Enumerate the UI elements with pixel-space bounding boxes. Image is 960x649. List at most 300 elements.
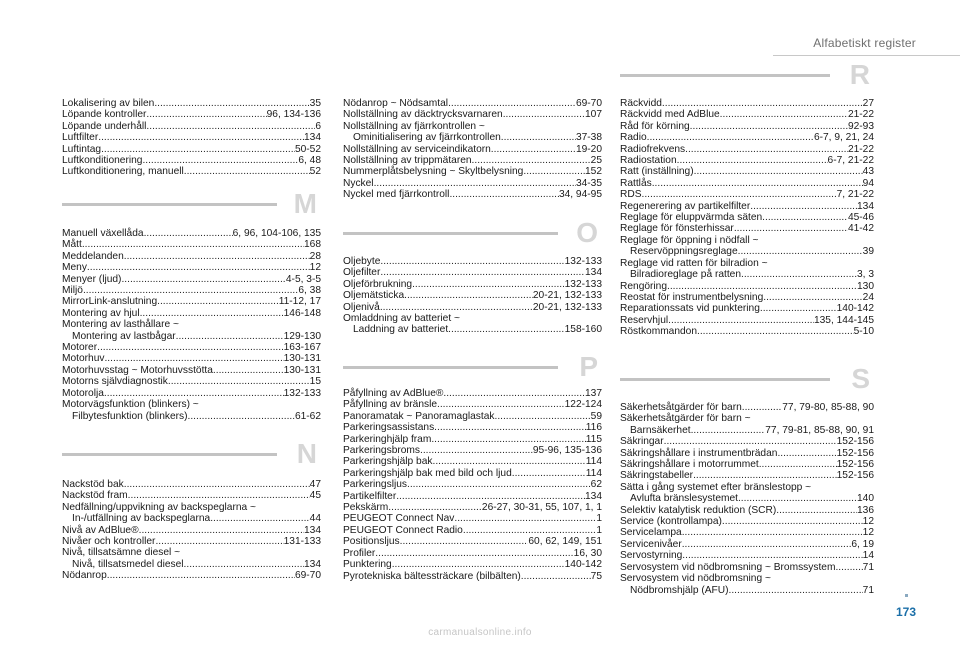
- index-entry: [343, 411, 602, 422]
- index-entry: [620, 527, 874, 538]
- index-entry: [620, 436, 874, 447]
- index-entry: [343, 422, 602, 433]
- index-entry: [62, 513, 321, 524]
- dot-leader: [412, 279, 565, 290]
- index-entry-pages: 134: [304, 132, 321, 144]
- index-entry-pages: 41-42: [847, 223, 874, 235]
- index-entry-pages: 168: [304, 239, 321, 251]
- index-entry-pages: 134: [857, 200, 874, 212]
- dot-leader: [124, 479, 310, 490]
- section-letter-p: P: [579, 351, 598, 382]
- index-entry-term: Motorer: [62, 342, 98, 354]
- dot-leader: [374, 178, 576, 189]
- section-o-entries: [343, 256, 602, 336]
- index-entry: [343, 559, 602, 570]
- index-entry-pages: 114: [585, 456, 602, 468]
- index-entry: [62, 570, 321, 581]
- index-entry-pages: 6, 96, 104-106, 135: [232, 228, 321, 239]
- dot-leader: [146, 109, 266, 120]
- index-entry-heading: Motorvägsfunktion (blinkers) ~: [62, 399, 199, 411]
- dot-leader: [691, 425, 766, 436]
- dot-leader: [652, 178, 863, 189]
- index-entry-term: Reservhjul: [620, 314, 669, 326]
- dot-leader: [213, 365, 284, 376]
- index-entry: [62, 262, 321, 273]
- dot-leader: [144, 228, 233, 239]
- index-entry-term: Räckvidd med AdBlue: [620, 109, 720, 121]
- index-entry-term: Regenerering av partikelfilter: [620, 200, 751, 212]
- index-entry: [62, 296, 321, 307]
- index-entry: [62, 285, 321, 296]
- index-entry-pages: 21-22: [847, 143, 874, 155]
- dot-leader: [722, 516, 863, 527]
- index-entry-pages: 24: [862, 291, 874, 303]
- index-entry-term: Nollställning av trippmätaren: [343, 155, 472, 167]
- index-entry: [620, 212, 874, 223]
- dot-leader: [210, 513, 309, 524]
- index-entry: [620, 326, 874, 337]
- dot-leader: [388, 502, 482, 513]
- dot-leader: [121, 274, 285, 285]
- dot-leader: [400, 536, 529, 547]
- index-entry: [620, 189, 874, 200]
- index-entry-term: Motorhuv: [62, 353, 105, 365]
- index-entry-pages: 152-156: [836, 470, 874, 482]
- index-entry-pages: 129-130: [283, 330, 321, 342]
- index-entry-term: Nödanrop: [62, 570, 107, 582]
- index-entry-heading: Nivå, tillsatsämne diesel ~: [62, 547, 181, 559]
- dot-leader: [685, 144, 848, 155]
- index-entry: [620, 269, 874, 280]
- index-entry: [62, 109, 321, 120]
- section-r: [620, 60, 874, 338]
- index-entry: [62, 155, 321, 166]
- index-entry-term: Säkringar: [620, 436, 664, 448]
- section-letter-m: M: [293, 188, 317, 219]
- index-entry: [343, 536, 602, 547]
- index-entry-term: Mått: [62, 239, 82, 251]
- index-entry-term: Menyer (ljud): [62, 273, 122, 285]
- section-m-entries: [62, 228, 321, 422]
- index-entry-pages: 39: [862, 246, 874, 258]
- dot-leader: [380, 256, 564, 267]
- index-entry-term: Manuell växellåda: [62, 228, 144, 239]
- index-entry: [343, 513, 602, 524]
- index-entry: [343, 267, 602, 278]
- index-entry: [343, 256, 602, 267]
- dot-leader: [734, 223, 848, 234]
- index-entry-pages: 130-131: [283, 353, 321, 365]
- index-entry-term: Reglage för eluppvärmda säten: [620, 212, 763, 224]
- index-entry: [343, 302, 602, 313]
- dot-leader: [380, 302, 533, 313]
- dot-leader: [437, 399, 565, 410]
- dot-leader: [82, 239, 304, 250]
- index-entry: [620, 144, 874, 155]
- index-entry: [620, 121, 874, 132]
- index-entry-term: Nummerplåtsbelysning ~ Skyltbelysning: [343, 166, 524, 178]
- index-entry: [343, 189, 602, 200]
- letter-divider-m: [62, 189, 321, 225]
- index-entry: [620, 109, 874, 120]
- dot-leader: [146, 121, 315, 132]
- index-entry-pages: 115: [585, 433, 602, 445]
- index-entry-term: Radio: [620, 132, 647, 144]
- index-entry-pages: 134: [304, 558, 321, 570]
- index-entry-term: Löpande underhåll: [62, 120, 147, 132]
- dot-leader: [454, 513, 596, 524]
- section-p-entries: [343, 388, 602, 582]
- index-entry-pages: 94: [862, 177, 874, 189]
- section-n-entries: [62, 479, 321, 582]
- index-entry-term: Selektiv katalytisk reduktion (SCR): [620, 504, 777, 516]
- index-entry-pages: 35: [309, 98, 321, 109]
- index-entry-pages: 152-156: [836, 436, 874, 448]
- index-entry: [62, 251, 321, 262]
- index-entry-heading: Servosystem vid nödbromsning ~: [620, 573, 771, 585]
- dot-leader: [742, 402, 782, 413]
- section-o: [343, 218, 602, 336]
- dot-leader: [668, 315, 814, 326]
- index-entry-pages: 96, 134-136: [266, 109, 321, 121]
- index-entry-pages: 1: [596, 524, 602, 536]
- dot-leader: [124, 251, 310, 262]
- index-entry-term: Miljö: [62, 285, 83, 297]
- index-entry: [620, 166, 874, 177]
- index-entry-term: Nollställning av serviceindikatorn: [343, 143, 491, 155]
- index-entry-pages: 77, 79-80, 85-88, 90: [782, 402, 874, 413]
- index-entry: [343, 434, 602, 445]
- index-entry: [620, 448, 874, 459]
- index-entry-pages: 26-27, 30-31, 55, 107, 1, 1: [481, 502, 602, 514]
- index-entry-pages: 52: [309, 166, 321, 178]
- index-entry: [62, 353, 321, 364]
- dot-leader: [101, 144, 295, 155]
- index-entry-term: Reparationssats vid punktering: [620, 303, 760, 315]
- dot-leader: [472, 155, 591, 166]
- index-entry-pages: 132-133: [283, 387, 321, 399]
- divider-bar: [62, 203, 277, 206]
- dot-leader: [642, 189, 837, 200]
- index-entry-term: Radiofrekvens: [620, 143, 686, 155]
- index-entry-term: Pyrotekniska bältessträckare (bilbälten): [343, 570, 521, 582]
- index-entry-term: Filbytesfunktion (blinkers): [72, 410, 188, 422]
- index-entry-term: Nivå, tillsatsmedel diesel: [72, 558, 184, 570]
- index-entry-term: Nackstöd fram: [62, 490, 128, 502]
- dot-leader: [432, 456, 585, 467]
- index-entry-pages: 7, 21-22: [836, 189, 874, 201]
- dot-leader: [503, 109, 585, 120]
- dot-leader: [682, 527, 863, 538]
- index-entry: [62, 365, 321, 376]
- index-entry-pages: 5-10: [853, 326, 874, 338]
- index-entry-pages: 75: [590, 570, 602, 582]
- index-entry-term: Bilradioreglage på ratten: [630, 269, 742, 281]
- section-letter-n: N: [296, 438, 317, 469]
- index-entry: [62, 559, 321, 570]
- index-entry: [343, 132, 602, 143]
- index-entry-term: Montering av hjul: [62, 307, 140, 319]
- dot-leader: [677, 155, 828, 166]
- index-entry-pages: 140-142: [836, 303, 874, 315]
- divider-bar: [620, 74, 830, 77]
- index-entry-term: Oljenivå: [343, 301, 380, 313]
- index-entry-pages: 6, 19: [851, 538, 874, 550]
- index-entry: [343, 166, 602, 177]
- section-letter-s: S: [851, 363, 870, 394]
- index-entry-term: Lokalisering av bilen: [62, 98, 155, 109]
- section-s-entries: [620, 402, 874, 596]
- page-number: 173: [895, 605, 916, 619]
- dot-leader: [763, 292, 862, 303]
- index-entry: [343, 178, 602, 189]
- index-entry-term: Oljeförbrukning: [343, 278, 413, 290]
- index-entry-pages: 4-5, 3-5: [285, 273, 321, 285]
- index-entry-term: Reostat för instrumentbelysning: [620, 291, 764, 303]
- index-entry-term: Barnsäkerhet: [630, 424, 691, 436]
- divider-bar: [62, 453, 277, 456]
- index-entry: [343, 571, 602, 582]
- index-entry: [620, 459, 874, 470]
- index-entry-pages: 45-46: [847, 212, 874, 224]
- index-entry-pages: 60, 62, 149, 151: [528, 536, 602, 548]
- index-entry-term: Panoramatak ~ Panoramaglastak: [343, 410, 495, 422]
- index-entry-term: Meddelanden: [62, 250, 124, 262]
- dot-leader: [690, 121, 848, 132]
- dot-leader: [741, 269, 857, 280]
- index-entry-term: Rattlås: [620, 177, 652, 189]
- index-entry: [343, 388, 602, 399]
- dot-leader: [693, 470, 837, 481]
- dot-leader: [501, 132, 576, 143]
- index-entry-term: Motorhuvsstag ~ Motorhuvsstötta: [62, 364, 213, 376]
- index-entry-pages: 114: [585, 467, 602, 479]
- dot-leader: [491, 144, 576, 155]
- index-entry-term: Säkerhetsåtgärder för barn: [620, 402, 742, 413]
- divider-bar: [343, 232, 558, 235]
- index-entry-term: Luftfilter: [62, 132, 99, 144]
- index-entry-pages: 21-22: [847, 109, 874, 121]
- dot-leader: [140, 308, 284, 319]
- index-entry-term: Servicelampa: [620, 527, 682, 539]
- index-entry-pages: 61-62: [294, 410, 321, 422]
- index-entry-term: Avlufta bränslesystemet: [630, 493, 738, 505]
- index-entry: [620, 470, 874, 481]
- dot-leader: [375, 548, 573, 559]
- index-entry: [620, 585, 874, 596]
- index-entry-term: Nackstöd bak: [62, 479, 124, 490]
- index-entry-pages: 116: [585, 422, 602, 434]
- index-entry-pages: 50-52: [294, 143, 321, 155]
- dot-leader: [420, 445, 533, 456]
- index-entry-pages: 131-133: [283, 536, 321, 548]
- dot-leader: [128, 490, 310, 501]
- index-entry-term: Meny: [62, 262, 87, 274]
- index-entry-term: Motorolja: [62, 387, 104, 399]
- index-entry: [620, 98, 874, 109]
- index-entry-term: Säkringshållare i instrumentbrädan: [620, 447, 778, 459]
- index-entry-pages: 134: [585, 267, 602, 279]
- dot-leader: [449, 189, 559, 200]
- dot-leader: [83, 285, 298, 296]
- dot-leader: [664, 436, 837, 447]
- dot-leader: [697, 326, 854, 337]
- index-entry-pages: 27: [862, 98, 874, 109]
- index-entry-pages: 134: [304, 524, 321, 536]
- index-entry-pages: 20-21, 132-133: [532, 290, 602, 302]
- index-entry-term: Nyckel: [343, 177, 374, 189]
- index-entry: [62, 166, 321, 177]
- dot-leader: [392, 559, 565, 570]
- index-entry: [343, 525, 602, 536]
- index-entry-term: Råd för körning: [620, 120, 690, 132]
- dot-leader: [104, 353, 283, 364]
- dot-leader: [107, 570, 295, 581]
- dot-leader: [407, 479, 591, 490]
- index-entry: [620, 292, 874, 303]
- dot-leader: [176, 331, 284, 342]
- index-entry-term: Ominitialisering av fjärrkontrollen: [353, 132, 501, 144]
- section-letter-o: O: [576, 217, 598, 248]
- index-entry-pages: 137: [585, 388, 602, 399]
- index-entry-term: PEUGEOT Connect Radio: [343, 524, 463, 536]
- dot-leader: [738, 246, 863, 257]
- index-entry-term: Rengöring: [620, 280, 668, 292]
- index-entry-pages: 12: [862, 516, 874, 528]
- index-entry-pages: 92-93: [847, 120, 874, 132]
- index-entry-pages: 28: [309, 250, 321, 262]
- index-entry-pages: 11-12, 17: [278, 296, 321, 308]
- section-p: [343, 352, 602, 582]
- dot-leader: [494, 411, 590, 422]
- index-entry: [62, 308, 321, 319]
- dot-leader: [777, 448, 836, 459]
- index-entry-pages: 152-156: [836, 459, 874, 471]
- index-entry-heading: Omladdning av batteriet ~: [343, 313, 460, 325]
- index-entry-pages: 152-156: [836, 447, 874, 459]
- index-entry: [343, 491, 602, 502]
- index-entry: [620, 402, 874, 413]
- dot-leader: [759, 459, 837, 470]
- index-entry-term: Servosystem vid nödbromsning ~ Bromssystem: [620, 561, 836, 573]
- index-entry: [620, 201, 874, 212]
- index-entry-term: Påfyllning av bränsle: [343, 399, 438, 411]
- index-entry: [62, 490, 321, 501]
- dot-leader: [448, 324, 564, 335]
- index-entry-term: Service (kontrollampa): [620, 516, 722, 528]
- section-l: [62, 98, 321, 178]
- index-entry-term: RDS: [620, 189, 642, 201]
- index-entry-term: Luftkonditionering, manuell: [62, 166, 184, 178]
- index-entry: [620, 315, 874, 326]
- index-entry-pages: 140: [857, 493, 874, 505]
- dot-leader: [738, 493, 857, 504]
- index-entry: [620, 562, 874, 573]
- index-entry: [62, 536, 321, 547]
- divider-bar: [343, 366, 558, 369]
- index-entry-pages: 146-148: [283, 307, 321, 319]
- index-entry-term: Parkeringhjälp fram: [343, 433, 432, 445]
- index-entry-term: Oljemätsticka: [343, 290, 405, 302]
- index-entry-pages: 47: [309, 479, 321, 490]
- dot-leader: [662, 98, 863, 109]
- index-entry: [62, 274, 321, 285]
- index-entry-pages: 12: [862, 527, 874, 539]
- index-entry: [62, 98, 321, 109]
- index-entry: [620, 516, 874, 527]
- index-entry-heading: Reglage för öppning i nödfall ~: [620, 234, 759, 246]
- index-entry-pages: 69-70: [294, 570, 321, 582]
- index-entry-pages: 6, 38: [298, 285, 321, 297]
- index-entry-pages: 34, 94-95: [558, 189, 602, 201]
- index-entry: [62, 388, 321, 399]
- index-entry-term: Pekskärm: [343, 502, 389, 514]
- index-entry-term: Nivåer och kontroller: [62, 536, 156, 548]
- index-entry-heading: Nollställning av fjärrkontrollen ~: [343, 120, 485, 132]
- dot-leader: [139, 525, 304, 536]
- index-entry: [620, 132, 874, 143]
- index-entry-term: Partikelfilter: [343, 490, 397, 502]
- index-entry: [343, 445, 602, 456]
- index-entry: [343, 479, 602, 490]
- index-entry: [62, 239, 321, 250]
- index-entry: [620, 539, 874, 550]
- index-entry-term: Radiostation: [620, 155, 677, 167]
- dot-leader: [87, 262, 310, 273]
- index-entry-heading: Reglage vid ratten för bilradion ~: [620, 257, 768, 269]
- dot-leader: [667, 281, 857, 292]
- index-entry-pages: 34-35: [575, 177, 602, 189]
- letter-divider-r: [620, 60, 874, 96]
- dot-leader: [154, 98, 309, 109]
- index-entry-pages: 136: [857, 504, 874, 516]
- index-entry-term: Parkeringshjälp bak: [343, 456, 433, 468]
- dot-leader: [694, 166, 863, 177]
- index-entry-pages: 45: [309, 490, 321, 502]
- dot-leader: [98, 132, 304, 143]
- index-entry-term: Montering av lastbågar: [72, 330, 176, 342]
- index-entry-pages: 6: [315, 120, 321, 132]
- index-entry: [62, 376, 321, 387]
- index-entry-term: Luftkonditionering: [62, 155, 143, 167]
- index-entry-pages: 122-124: [564, 399, 602, 411]
- index-entry: [62, 132, 321, 143]
- index-entry-pages: 6, 48: [298, 155, 321, 167]
- index-entry-pages: 132-133: [564, 278, 602, 290]
- index-entry-pages: 20-21, 132-133: [532, 301, 602, 313]
- dot-leader: [396, 491, 585, 502]
- dot-leader: [647, 132, 814, 143]
- index-entry: [620, 505, 874, 516]
- dot-leader: [835, 562, 862, 573]
- index-entry: [620, 550, 874, 561]
- index-entry: [343, 290, 602, 301]
- index-entry-pages: 62: [590, 479, 602, 491]
- index-entry-term: Räckvidd: [620, 98, 662, 109]
- divider-bar: [620, 378, 830, 381]
- index-entry-term: Positionsljus: [343, 536, 400, 548]
- index-entry-heading: Montering av lasthållare ~: [62, 319, 179, 331]
- dot-leader: [463, 525, 596, 536]
- dot-leader: [443, 388, 585, 399]
- dot-leader: [434, 422, 586, 433]
- section-n: [62, 439, 321, 582]
- index-entry: [620, 425, 874, 436]
- index-entry-pages: 163-167: [283, 342, 321, 354]
- index-entry-pages: 1: [596, 513, 602, 525]
- index-entry: [620, 281, 874, 292]
- index-entry: [62, 331, 321, 342]
